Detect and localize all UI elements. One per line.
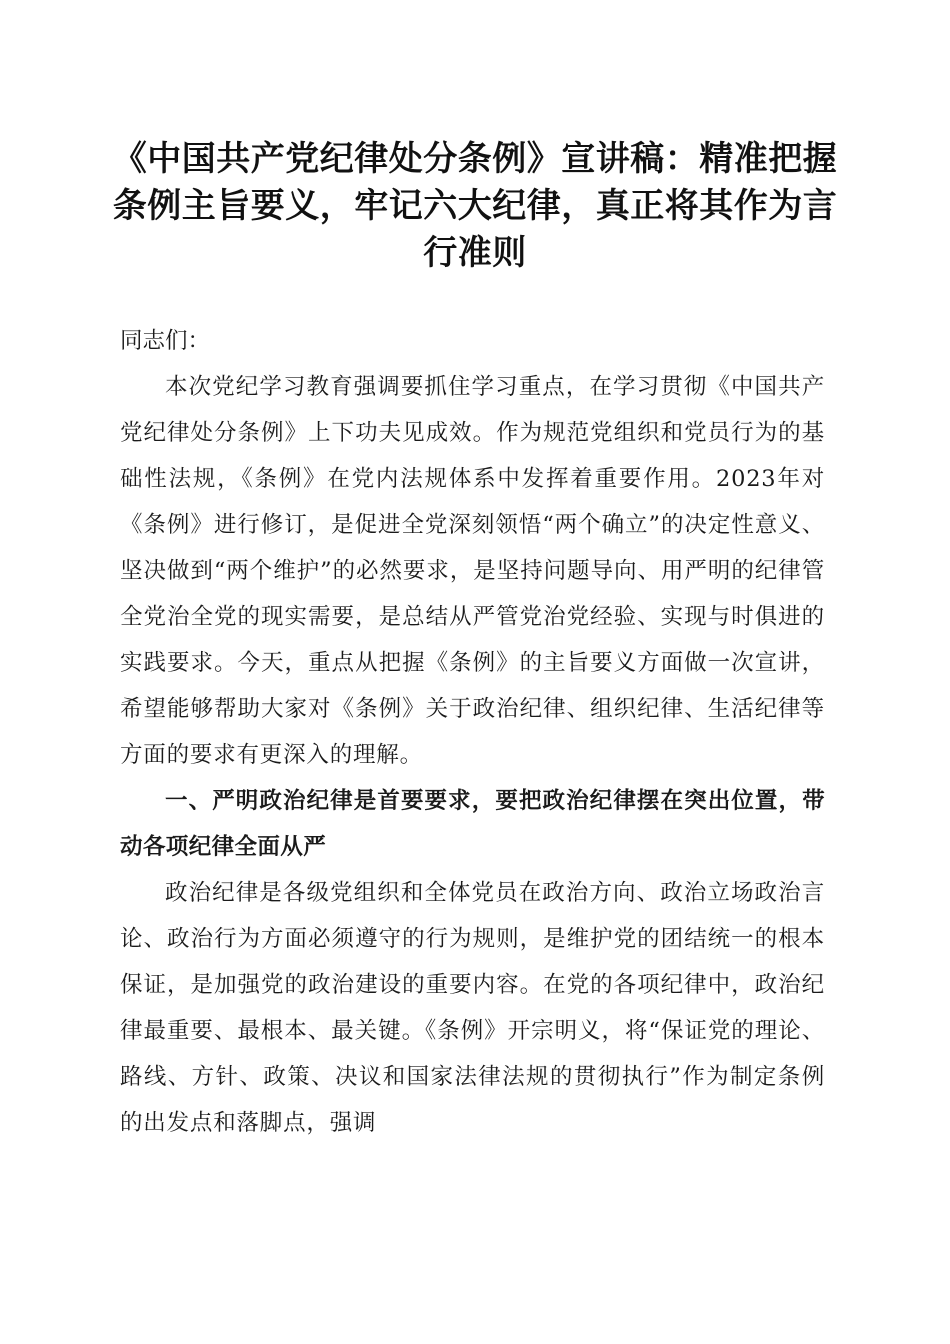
section-heading-1: 一、严明政治纪律是首要要求，要把政治纪律摆在突出位置，带动各项纪律全面从严 xyxy=(120,788,825,860)
section-paragraph-1: 政治纪律是各级党组织和全体党员在政治方向、政治立场政治言论、政治行为方面必须遵守的行为规则，是维护党的团结统一的根本保证，是加强党的政治建设的重要内容。在党的各项纪律中，政治纪律最重要、最根本、最关键。《条例》开宗明义，将“保证党的理论、路线、方针、政策、决议和国家法律法规的贯彻执行”作为制定条例的出发点和落脚点，强调 xyxy=(120,880,825,1136)
document-title: 《中国共产党纪律处分条例》宣讲稿：精准把握条例主旨要义，牢记六大纪律，真正将其作为言行准则 xyxy=(112,139,838,273)
salutation: 同志们： xyxy=(120,328,211,354)
intro-paragraph: 本次党纪学习教育强调要抓住学习重点，在学习贯彻《中国共产党纪律处分条例》上下功夫见成效。作为规范党组织和党员行为的基础性法规，《条例》在党内法规体系中发挥着重要作用。2023年对《条例》进行修订，是促进全党深刻领悟“两个确立”的决定性意义、坚决做到“两个维护”的必然要求，是坚持问题导向、用严明的纪律管全党治全党的现实需要，是总结从严管党治党经验、实现与时俱进的实践要求。今天，重点从把握《条例》的主旨要义方面做一次宣讲，希望能够帮助大家对《条例》关于政治纪律、组织纪律、生活纪律等方面的要求有更深入的理解。 xyxy=(120,374,825,768)
document-body xyxy=(120,318,825,1146)
